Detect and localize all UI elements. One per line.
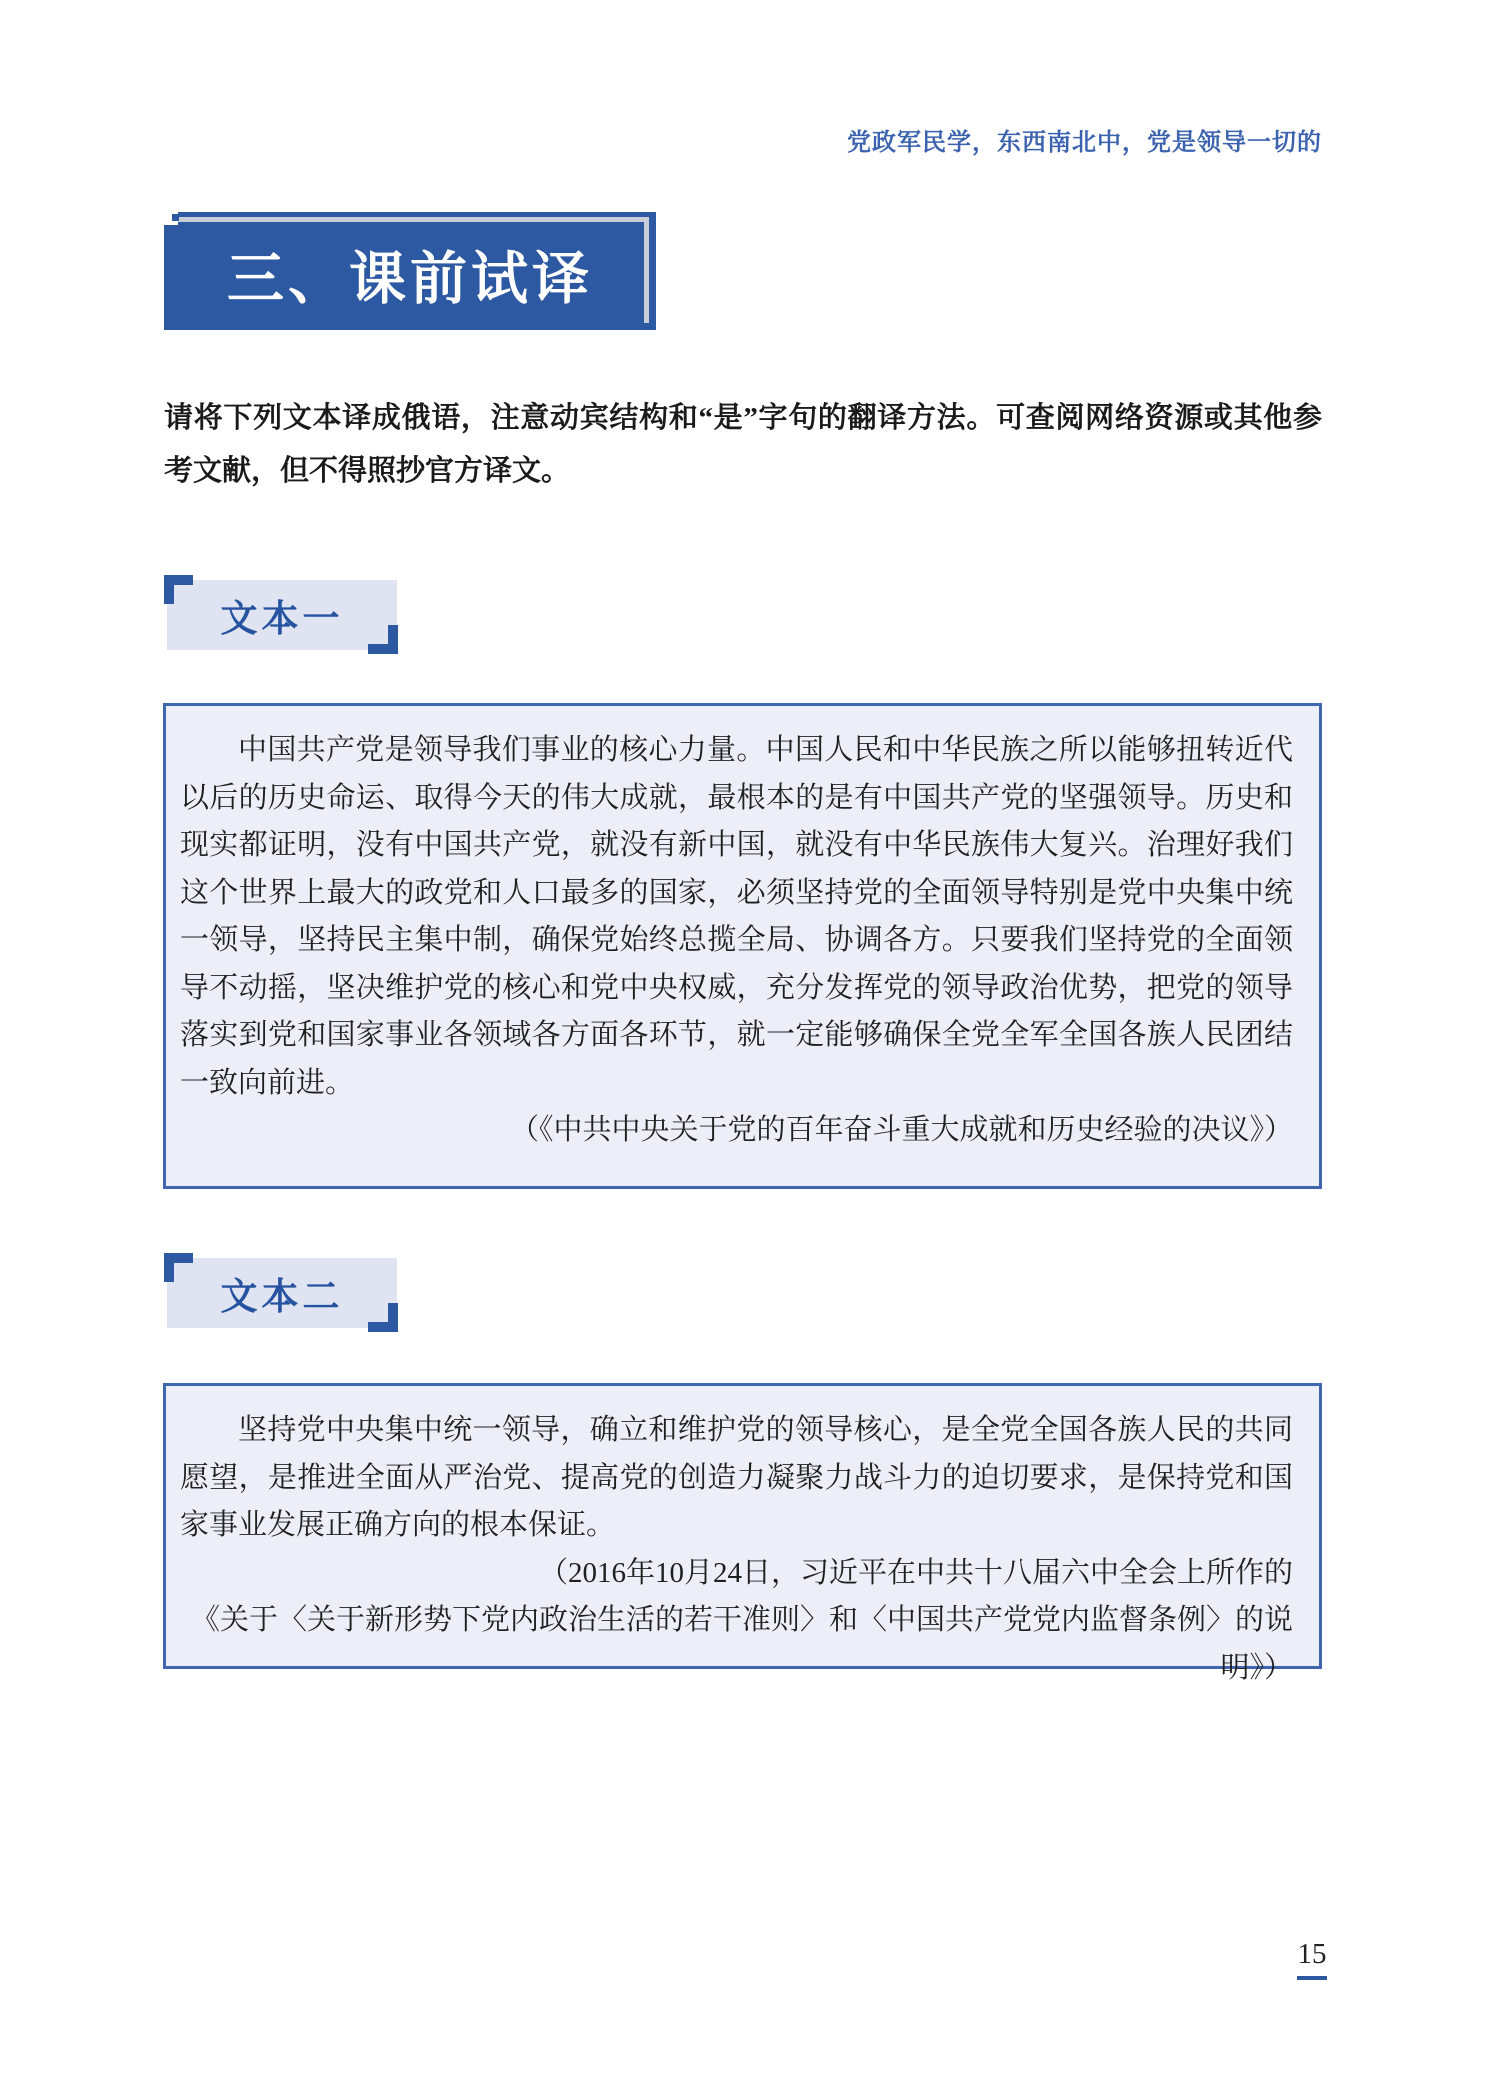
text1-label-badge: [167, 580, 397, 650]
text1-box: [163, 703, 1322, 1189]
text2-label-badge: [167, 1258, 397, 1328]
text1-label: 文本一: [220, 598, 344, 639]
text2-box: [163, 1383, 1322, 1684]
text2-source-citation-line1: （2016年10月24日，习近平在中共十八届六中全会上所作的: [538, 1556, 1293, 1589]
text1-source-citation: （《中共中央关于党的百年奋斗重大成就和历史经验的决议》）: [509, 1114, 1293, 1146]
exercise-instructions: 请将下列文本译成俄语，注意动宾结构和“是”字句的翻译方法。可查阅网络资源或其他参考文献，但不得照抄官方译文。: [164, 402, 1322, 487]
page-number-block: [1292, 1938, 1332, 1980]
text2-body: 坚持党中央集中统一领导，确立和维护党的领导核心，是全党全国各族人民的共同愿望，是推进全面从严治党、提高党的创造力凝聚力战斗力的迫切要求，是保持党和国家事业发展正确方向的根本保证。: [180, 1414, 1293, 1541]
page-number-underline: [1297, 1976, 1327, 1980]
section-title: 三、课前试译: [227, 248, 593, 311]
text2-label: 文本二: [220, 1276, 344, 1317]
text2-source-citation-line2: 《关于〈关于新形势下党内政治生活的若干准则〉和〈中国共产党党内监督条例〉的说明》）: [190, 1604, 1293, 1684]
running-header-motto: 党政军民学，东西南北中，党是领导一切的: [847, 129, 1322, 156]
text1-body: 中国共产党是领导我们事业的核心力量。中国人民和中华民族之所以能够扭转近代以后的历史命运、取得今天的伟大成就，最根本的是有中国共产党的坚强领导。历史和现实都证明，没有中国共产党，就没有新中国，就没有中华民族伟大复兴。治理好我们这个世界上最大的政党和人口最多的国家，必须坚持党的全面领导特别是党中央集中统一领导，坚持民主集中制，确保党始终总揽全局、协调各方。只要我们坚持党的全面领导不动摇，坚决维护党的核心和党中央权威，充分发挥党的领导政治优势，把党的领导落实到党和国家事业各领域各方面各环节，就一定能够确保全党全军全国各族人民团结一致向前进。: [180, 734, 1293, 1099]
page-number: 15: [1297, 1938, 1327, 1970]
section-banner: [164, 212, 656, 330]
